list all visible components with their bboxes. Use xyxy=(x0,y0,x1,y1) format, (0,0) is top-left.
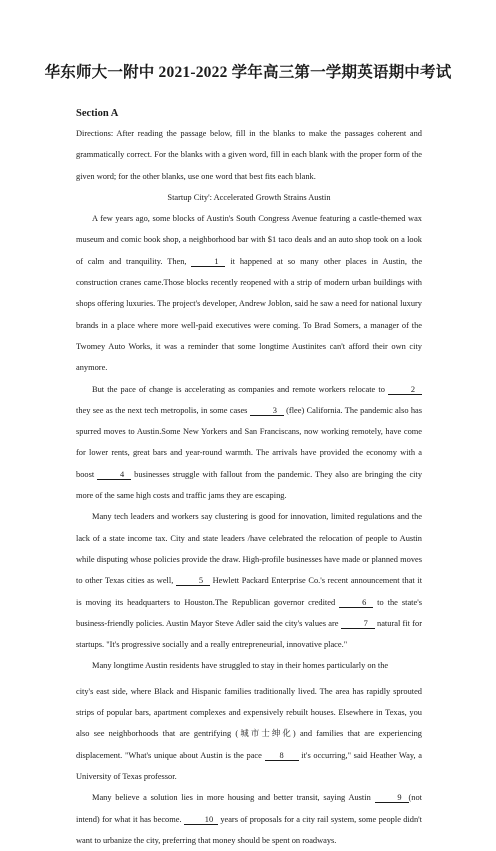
paragraph-2 xyxy=(76,379,422,507)
paragraph-text: city's east side, where Black and Hispanic families traditionally lived. The area has rapidly sprouted strips of popular bars, apartment complexes and expensively rebuilt houses. Elsewhere in Texas, you also see neighborhoods that are gentrifying (城市士绅化) and families that are experiencing displacement. "What's unique about Austin is the pace xyxy=(76,686,422,760)
paragraph-text: Many longtime Austin residents have struggled to stay in their homes particularly on the xyxy=(92,661,389,671)
paragraph-5 xyxy=(76,681,422,787)
blank-1[interactable]: 1 xyxy=(191,257,225,267)
paragraph-text: (not intend) for what it has become. xyxy=(76,793,422,824)
blank-9[interactable]: 9 xyxy=(375,793,409,803)
paragraph-text: to the state's business-friendly policies. Austin Mayor Steve Adler said the city's values are xyxy=(76,597,422,628)
paragraph-text: But the pace of change is accelerating as companies and remote workers relocate to xyxy=(92,384,385,394)
paragraph-text: it's occurring," said Heather Way, a University of Texas professor. xyxy=(76,750,423,781)
blank-3[interactable]: 3 xyxy=(250,406,284,416)
directions-text: Directions: After reading the passage below, fill in the blanks to make the passages coherent and grammatically correct. For the blanks with a given word, fill in each blank with the proper form of the given word; for the other blanks, use one word that best fits each blank. xyxy=(76,129,422,181)
exam-title: 华东师大一附中 2021-2022 学年高三第一学期英语期中考试 xyxy=(44,64,452,81)
passage-title: Startup City': Accelerated Growth Strains Austin xyxy=(167,192,331,202)
passage-body xyxy=(76,123,422,851)
paragraph-6 xyxy=(76,787,422,851)
blank-10[interactable]: 10 xyxy=(184,815,218,825)
blank-4[interactable]: 4 xyxy=(97,470,131,480)
blank-5[interactable]: 5 xyxy=(176,576,210,586)
paragraph-text: natural fit for startups. "It's progressive socially and a really entrepreneurial, innovative place." xyxy=(76,618,423,650)
paragraph-text: years of proposals for a city rail system, some people didn't want to urbanize the city, preferring that money should be spent on roadways. xyxy=(76,814,423,845)
paragraph-text: Hewlett Packard Enterprise Co.'s recent announcement that it is moving its headquarters to Houston.The Republican governor credited xyxy=(76,576,423,607)
blank-8[interactable]: 8 xyxy=(265,751,299,761)
blank-2[interactable]: 2 xyxy=(388,385,422,395)
paragraph-text: (flee) California. The pandemic also has spurred moves to Austin.Some New Yorkers and San Franciscans, now working remotely, have come for lower rents, great bars and year-round warmth. The arrivals have provided the economy with a boost xyxy=(76,405,423,479)
paragraph-text: A few years ago, some blocks of Austin's South Congress Avenue featuring a castle-themed wax museum and comic book shop, a neighborhood bar with $1 taco deals and an auto shop took on a look of calm and tranquility. Then, xyxy=(76,214,422,266)
paragraph-text: businesses struggle with fallout from the pandemic. They also are bringing the city more of the same high costs and traffic jams they are escaping. xyxy=(76,469,423,501)
section-heading: Section A xyxy=(76,108,119,119)
paragraph-text: Many believe a solution lies in more housing and better transit, saying Austin xyxy=(92,793,371,803)
blank-6[interactable]: 6 xyxy=(339,598,373,608)
paragraph-1 xyxy=(76,208,422,378)
paragraph-text: it happened at so many other places in Austin, the construction cranes came.Those blocks recently reopened with a strip of modern urban buildings with shops offering luxuries. The project's developer, Andrew Joblon, said he saw a need for national luxury brands in a place where more well-paid executives were coming. To Brad Somers, a manager of the Twomey Auto Works, it was a reminder that some longtime Austinites can't afford their own city anymore. xyxy=(76,256,423,373)
paragraph-text: they see as the next tech metropolis, in some cases xyxy=(76,405,248,415)
blank-7[interactable]: 7 xyxy=(341,619,375,629)
paragraph-3 xyxy=(76,506,422,655)
paragraph-4 xyxy=(76,655,422,676)
paragraph-text: Many tech leaders and workers say clustering is good for innovation, limited regulations and the lack of a state income tax. City and state leaders /have celebrated the relocation of people to Austin while disputing whose policies provide the draw. High-profile businesses have made or planned moves to other Texas cities as well, xyxy=(76,512,422,586)
